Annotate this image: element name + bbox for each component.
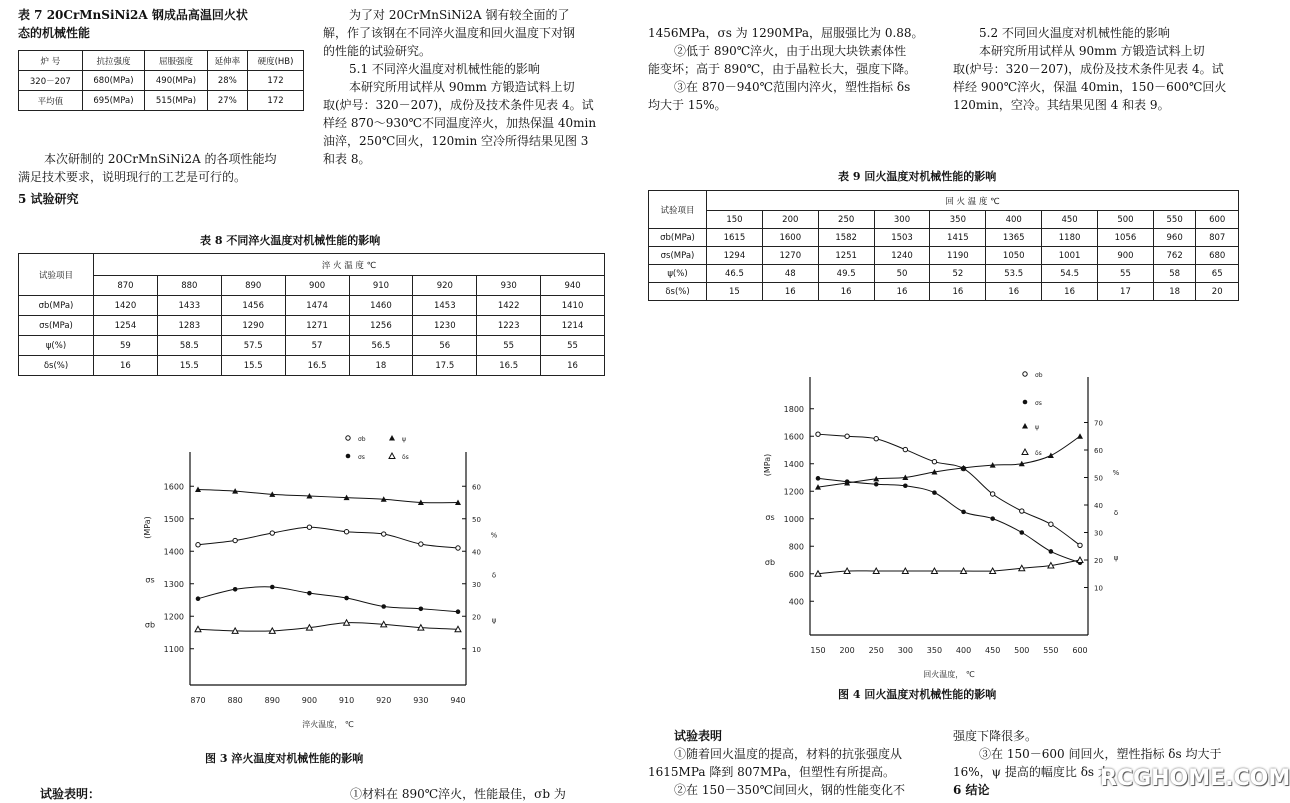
t9-cell: 1615 (707, 229, 763, 247)
data-point (419, 606, 424, 611)
x-axis-label: 淬火温度， ℃ (302, 720, 354, 729)
subsection-heading: 5.1 不同淬火温度对机械性能的影响 (349, 62, 540, 76)
data-point (381, 604, 386, 609)
t9-row-label: σb(MPa) (649, 229, 707, 247)
x-tick-label: 890 (264, 696, 280, 705)
figure4-chart (740, 360, 1160, 679)
t9-cell: 58 (1153, 265, 1196, 283)
legend-marker (389, 435, 395, 441)
data-point (903, 483, 908, 488)
right-axis-symbol: % (490, 531, 498, 540)
t8-row-label: σb(MPa) (19, 296, 94, 316)
t8-row-label: ψ(%) (19, 336, 94, 356)
table7-header-cell: 抗拉强度 (82, 51, 145, 71)
text-line: 解，作了该钢在不同淬火温度和回火温度下对钢 (323, 26, 576, 40)
t9-cell: 18 (1153, 283, 1196, 301)
right-tick-label: 40 (1094, 502, 1103, 510)
t9-cell: 1056 (1098, 229, 1154, 247)
x-tick-label: 150 (810, 646, 826, 655)
table7-header-cell: 硬度(HB) (247, 51, 303, 71)
table7-cell: 515(MPa) (145, 91, 208, 111)
t9-cell: 1190 (930, 247, 986, 265)
legend-marker (1023, 400, 1028, 405)
data-point (961, 510, 966, 515)
data-point (456, 546, 460, 550)
t9-cell: 1050 (986, 247, 1042, 265)
t9-temp-header: 450 (1042, 211, 1098, 229)
legend-label: δs (1035, 450, 1042, 457)
data-point (419, 542, 423, 546)
t9-temp-header: 200 (762, 211, 818, 229)
data-point (932, 459, 936, 463)
t8-cell: 15.5 (157, 356, 221, 376)
text-line: 的性能的试验研究。 (323, 44, 432, 58)
text-line: 和表 8。 (323, 152, 371, 166)
left-tick-label: 1400 (163, 547, 184, 557)
t9-cell: 16 (1042, 283, 1098, 301)
left-tick-label: 1400 (783, 459, 804, 469)
data-point (456, 609, 461, 614)
series-line (198, 490, 458, 503)
x-tick-label: 880 (227, 696, 243, 705)
t9-cell: 17 (1098, 283, 1154, 301)
t9-cell: 680 (1196, 247, 1239, 265)
t8-cell: 1271 (285, 316, 349, 336)
data-point (344, 596, 349, 601)
text-line: 1615MPa 降到 807MPa，但塑性有所提高。 (648, 765, 896, 779)
t8-cell: 1422 (477, 296, 541, 316)
table7-title-line: 态的机械性能 (18, 26, 91, 40)
t9-cell: 1503 (874, 229, 930, 247)
table7-cell: 172 (247, 71, 303, 91)
t9-cell: 1582 (818, 229, 874, 247)
text-line: 样经 870～930℃不同温度淬火，加热保温 40min (323, 116, 597, 130)
t8-temp-header: 880 (157, 276, 221, 296)
table-row (19, 91, 304, 111)
table-row (649, 283, 1239, 301)
data-point (1049, 522, 1053, 526)
text-line: ③在 870－940℃范围内淬火，塑性指标 δs (674, 80, 911, 94)
table-row (19, 336, 605, 356)
text-line: ①材料在 890℃淬火，性能最佳，σb 为 (350, 787, 566, 801)
t8-cell: 16.5 (477, 356, 541, 376)
table8-caption: 表 8 不同淬火温度对机械性能的影响 (200, 234, 381, 247)
section52-paragraph (953, 24, 1226, 114)
t8-cell: 56.5 (349, 336, 413, 356)
right-top-paragraph (648, 24, 924, 114)
table9-span-label: 回 火 温 度 ℃ (707, 191, 1239, 211)
left-tick-label: 1600 (783, 432, 804, 442)
t8-cell: 15.5 (221, 356, 285, 376)
data-point (1077, 557, 1083, 563)
t9-temp-header: 600 (1196, 211, 1239, 229)
right-axis-symbol: ψ (1113, 554, 1119, 562)
t8-cell: 16 (94, 356, 158, 376)
legend-label: ψ (402, 436, 406, 443)
t9-temp-header: 550 (1153, 211, 1196, 229)
table8-span-label: 淬 火 温 度 ℃ (94, 254, 605, 276)
table9 (648, 190, 1239, 301)
t9-cell: 1600 (762, 229, 818, 247)
y-axis-label: (MPa) (143, 516, 152, 539)
right-tick-label: 20 (1094, 557, 1103, 565)
t9-row-label: δs(%) (649, 283, 707, 301)
y-axis-symbol: σb (764, 558, 776, 567)
left-tick-label: 1200 (783, 487, 804, 497)
t8-temp-header: 890 (221, 276, 285, 296)
t9-row-label: σs(MPa) (649, 247, 707, 265)
t8-cell: 1290 (221, 316, 285, 336)
table7-title (18, 6, 248, 42)
legend-label: δs (402, 454, 409, 461)
t8-cell: 1283 (157, 316, 221, 336)
t9-cell: 807 (1196, 229, 1239, 247)
text-line: ③在 150－600 间回火，塑性指标 δs 均大于 (979, 747, 1222, 761)
table7-cell: 28% (207, 71, 247, 91)
text-line: 满足技术要求，说明现行的工艺是可行的。 (18, 170, 247, 184)
t8-temp-header: 920 (413, 276, 477, 296)
data-point (1077, 433, 1083, 439)
table7-cell: 490(MPa) (145, 71, 208, 91)
left-tick-label: 800 (788, 542, 804, 552)
intro-paragraph (323, 6, 596, 168)
t8-cell: 57 (285, 336, 349, 356)
t9-temp-header: 150 (707, 211, 763, 229)
table-row (19, 316, 605, 336)
text-line: 本次研制的 20CrMnSiNi2A 的各项性能均 (44, 152, 277, 166)
t9-row-label: ψ(%) (649, 265, 707, 283)
table-row (19, 296, 605, 316)
x-tick-label: 450 (985, 646, 1001, 655)
t8-cell: 56 (413, 336, 477, 356)
t9-cell: 16 (930, 283, 986, 301)
left-tick-label: 1000 (783, 514, 804, 524)
data-point (990, 516, 995, 521)
legend-marker (1022, 423, 1028, 429)
data-point (1078, 543, 1082, 547)
t9-cell: 1251 (818, 247, 874, 265)
t8-temp-header: 930 (477, 276, 541, 296)
text-line: 试验表明 (674, 729, 723, 743)
t9-cell: 15 (707, 283, 763, 301)
legend-label: σs (1035, 400, 1042, 407)
text-line: 120min，空冷。其结果见图 4 和表 9。 (953, 98, 1170, 112)
text-line: ②低于 890℃淬火，由于出现大块铁素体性 (674, 44, 907, 58)
t9-cell: 48 (762, 265, 818, 283)
right-tick-label: 30 (1094, 529, 1103, 538)
x-tick-label: 400 (955, 646, 972, 655)
table7-header-cell: 炉 号 (19, 51, 83, 71)
data-point (233, 538, 237, 542)
right-tick-label: 20 (472, 613, 481, 622)
right-tick-label: 10 (472, 645, 481, 654)
data-point (1020, 509, 1024, 513)
t9-cell: 16 (762, 283, 818, 301)
t9-temp-header: 300 (874, 211, 930, 229)
text-line: 油淬，250℃回火，120min 空冷所得结果见图 3 (323, 134, 589, 148)
t8-cell: 1453 (413, 296, 477, 316)
left-tick-label: 600 (788, 569, 804, 579)
table-row (649, 229, 1239, 247)
t9-cell: 20 (1196, 283, 1239, 301)
watermark-logo: RCGHOME.COM (1100, 766, 1290, 791)
series-line (818, 478, 1080, 562)
legend-label: σb (358, 436, 366, 443)
right-tick-label: 60 (472, 483, 481, 492)
t9-cell: 960 (1153, 229, 1196, 247)
t9-cell: 53.5 (986, 265, 1042, 283)
t8-cell: 59 (94, 336, 158, 356)
series-line (818, 560, 1080, 574)
t9-temp-header: 400 (986, 211, 1042, 229)
t8-row-label: σs(MPa) (19, 316, 94, 336)
left-tick-label: 1100 (163, 644, 184, 654)
t9-cell: 16 (986, 283, 1042, 301)
text-line: 强度下降很多。 (953, 729, 1038, 743)
data-point (1048, 453, 1054, 459)
data-point (932, 490, 937, 495)
t9-cell: 16 (874, 283, 930, 301)
legend-marker (1023, 372, 1027, 376)
left-tick-label: 400 (788, 597, 804, 607)
t8-cell: 16 (541, 356, 605, 376)
table-row (19, 356, 605, 376)
table7-header-cell: 屈服强度 (145, 51, 208, 71)
data-point (1049, 549, 1054, 554)
t9-cell: 65 (1196, 265, 1239, 283)
t9-cell: 1240 (874, 247, 930, 265)
text-line: 取(炉号：320－207)，成份及技术条件见表 4。试 (953, 62, 1224, 76)
t8-cell: 55 (477, 336, 541, 356)
t9-cell: 1294 (707, 247, 763, 265)
left-tick-label: 1300 (163, 579, 184, 589)
figure4-caption: 图 4 回火温度对机械性能的影响 (838, 688, 997, 701)
t9-cell: 1365 (986, 229, 1042, 247)
t8-cell: 1410 (541, 296, 605, 316)
figure3-caption: 图 3 淬火温度对机械性能的影响 (205, 752, 364, 765)
t8-cell: 57.5 (221, 336, 285, 356)
x-tick-label: 250 (868, 646, 884, 655)
t8-temp-header: 900 (285, 276, 349, 296)
right-tick-label: 70 (1094, 419, 1103, 428)
data-point (344, 530, 348, 534)
series-line (818, 436, 1080, 487)
subsection-heading: 5.2 不同回火温度对机械性能的影响 (979, 26, 1170, 40)
data-point (307, 525, 311, 529)
text-line: 均大于 15%。 (648, 98, 727, 112)
right-tick-label: 60 (1094, 447, 1103, 455)
x-tick-label: 550 (1043, 646, 1059, 655)
x-tick-label: 870 (190, 696, 206, 705)
legend-label: ψ (1035, 424, 1039, 431)
figure3-chart (120, 420, 540, 735)
data-point (196, 596, 201, 601)
x-tick-label: 920 (376, 696, 392, 705)
x-tick-label: 910 (338, 696, 355, 705)
table-row (649, 247, 1239, 265)
table7-cell: 27% (207, 91, 247, 111)
table-row (19, 71, 304, 91)
text-line: 能变坏；高于 890℃，由于晶粒长大，强度下降。 (648, 62, 917, 76)
table9-item-label: 试验项目 (649, 191, 707, 229)
table8-item-label: 试验项目 (19, 254, 94, 296)
t8-cell: 1420 (94, 296, 158, 316)
data-point (874, 437, 878, 441)
data-point (233, 587, 238, 592)
x-tick-label: 600 (1072, 646, 1088, 655)
y-axis-symbol: σs (765, 513, 775, 522)
text-line: ②在 150－350℃间回火，钢的性能变化不 (674, 783, 906, 797)
data-point (845, 434, 849, 438)
t9-cell: 55 (1098, 265, 1154, 283)
text-line: 样经 900℃淬火，保温 40min，150－600℃回火 (953, 80, 1227, 94)
data-point (382, 532, 386, 536)
right-axis-symbol: % (1112, 469, 1120, 477)
x-tick-label: 350 (926, 646, 943, 655)
data-point (1019, 530, 1024, 535)
text-line: 取(炉号：320－207)，成份及技术条件见表 4。试 (323, 98, 594, 112)
data-point (903, 447, 907, 451)
results-column-1 (648, 727, 905, 799)
data-point (270, 585, 275, 590)
x-tick-label: 300 (897, 646, 913, 655)
t8-cell: 1433 (157, 296, 221, 316)
x-tick-label: 900 (301, 696, 318, 705)
t9-cell: 52 (930, 265, 986, 283)
x-tick-label: 500 (1014, 646, 1030, 655)
table7 (18, 50, 304, 111)
t8-temp-header: 910 (349, 276, 413, 296)
t9-cell: 50 (874, 265, 930, 283)
right-axis-symbol: ψ (491, 616, 497, 625)
table9-caption: 表 9 回火温度对机械性能的影响 (838, 170, 997, 183)
legend-label: σb (1035, 372, 1043, 379)
legend-marker (389, 453, 395, 459)
table7-title-line: 表 7 20CrMnSiNi2A 钢成品高温回火状 (18, 8, 248, 22)
legend-marker (1022, 449, 1028, 455)
y-axis-label: (MPa) (763, 453, 772, 477)
right-tick-label: 50 (1094, 474, 1103, 483)
conclusion-paragraph (18, 150, 277, 186)
table7-cell: 695(MPa) (82, 91, 145, 111)
t9-cell: 49.5 (818, 265, 874, 283)
table-row (649, 265, 1239, 283)
data-point (816, 476, 821, 481)
t8-cell: 55 (541, 336, 605, 356)
text-line: ①随着回火温度的提高，材料的抗张强度从 (674, 747, 903, 761)
section-heading: 5 试验研究 (18, 192, 79, 206)
data-point (270, 531, 274, 535)
t9-cell: 16 (818, 283, 874, 301)
t9-cell: 46.5 (707, 265, 763, 283)
legend-marker (346, 436, 350, 440)
t9-temp-header: 350 (930, 211, 986, 229)
data-point (816, 432, 820, 436)
table8 (18, 253, 605, 376)
t9-cell: 762 (1153, 247, 1196, 265)
table7-cell: 172 (247, 91, 303, 111)
t8-cell: 17.5 (413, 356, 477, 376)
t8-cell: 1223 (477, 316, 541, 336)
section-heading: 6 结论 (953, 783, 990, 797)
x-tick-label: 940 (450, 696, 466, 705)
left-tick-label: 1600 (163, 482, 184, 492)
t9-temp-header: 500 (1098, 211, 1154, 229)
right-tick-label: 10 (1094, 584, 1103, 593)
text-line: 本研究所用试样从 90mm 方锻造试料上切 (349, 80, 575, 94)
t8-cell: 1460 (349, 296, 413, 316)
text-line: 为了对 20CrMnSiNi2A 钢有较全面的了 (349, 8, 570, 22)
right-axis-symbol: δ (1113, 509, 1119, 517)
left-tick-label: 1500 (163, 514, 184, 524)
table7-header-cell: 延伸率 (207, 51, 247, 71)
t8-cell: 18 (349, 356, 413, 376)
x-axis-label: 回火温度， ℃ (923, 670, 975, 679)
t8-cell: 1474 (285, 296, 349, 316)
t9-cell: 1270 (762, 247, 818, 265)
t9-cell: 1001 (1042, 247, 1098, 265)
t8-cell: 58.5 (157, 336, 221, 356)
t8-cell: 1256 (349, 316, 413, 336)
left-tick-label: 1200 (163, 612, 184, 622)
t8-cell: 1214 (541, 316, 605, 336)
right-tick-label: 50 (472, 515, 481, 524)
t8-cell: 16.5 (285, 356, 349, 376)
t8-row-label: δs(%) (19, 356, 94, 376)
t9-cell: 1180 (1042, 229, 1098, 247)
data-point (874, 482, 879, 487)
table7-cell: 680(MPa) (82, 71, 145, 91)
text-line: 本研究所用试样从 90mm 方锻造试料上切 (979, 44, 1205, 58)
t9-cell: 900 (1098, 247, 1154, 265)
t9-temp-header: 250 (818, 211, 874, 229)
results-heading: 试验表明： (40, 787, 101, 801)
table7-cell: 平均值 (19, 91, 83, 111)
text-line: 1456MPa，σs 为 1290MPa，屈服强比为 0.88。 (648, 26, 924, 40)
t9-cell: 54.5 (1042, 265, 1098, 283)
t8-cell: 1230 (413, 316, 477, 336)
data-point (307, 591, 312, 596)
data-point (196, 543, 200, 547)
left-tick-label: 1800 (783, 404, 804, 414)
table7-cell: 320－207 (19, 71, 83, 91)
t8-temp-header: 870 (94, 276, 158, 296)
text-line: 16%，ψ 提高的幅度比 δs 大。 (953, 765, 1122, 779)
t8-cell: 1254 (94, 316, 158, 336)
legend-label: σs (358, 454, 365, 461)
t9-cell: 1415 (930, 229, 986, 247)
y-axis-symbol: σb (144, 620, 156, 630)
right-tick-label: 40 (472, 548, 481, 557)
legend-marker (346, 454, 351, 459)
y-axis-symbol: σs (145, 575, 155, 585)
x-tick-label: 930 (413, 696, 429, 705)
right-tick-label: 30 (472, 580, 481, 589)
x-tick-label: 200 (839, 646, 855, 655)
t8-temp-header: 940 (541, 276, 605, 296)
t8-cell: 1456 (221, 296, 285, 316)
data-point (990, 492, 994, 496)
right-axis-symbol: δ (491, 571, 497, 580)
